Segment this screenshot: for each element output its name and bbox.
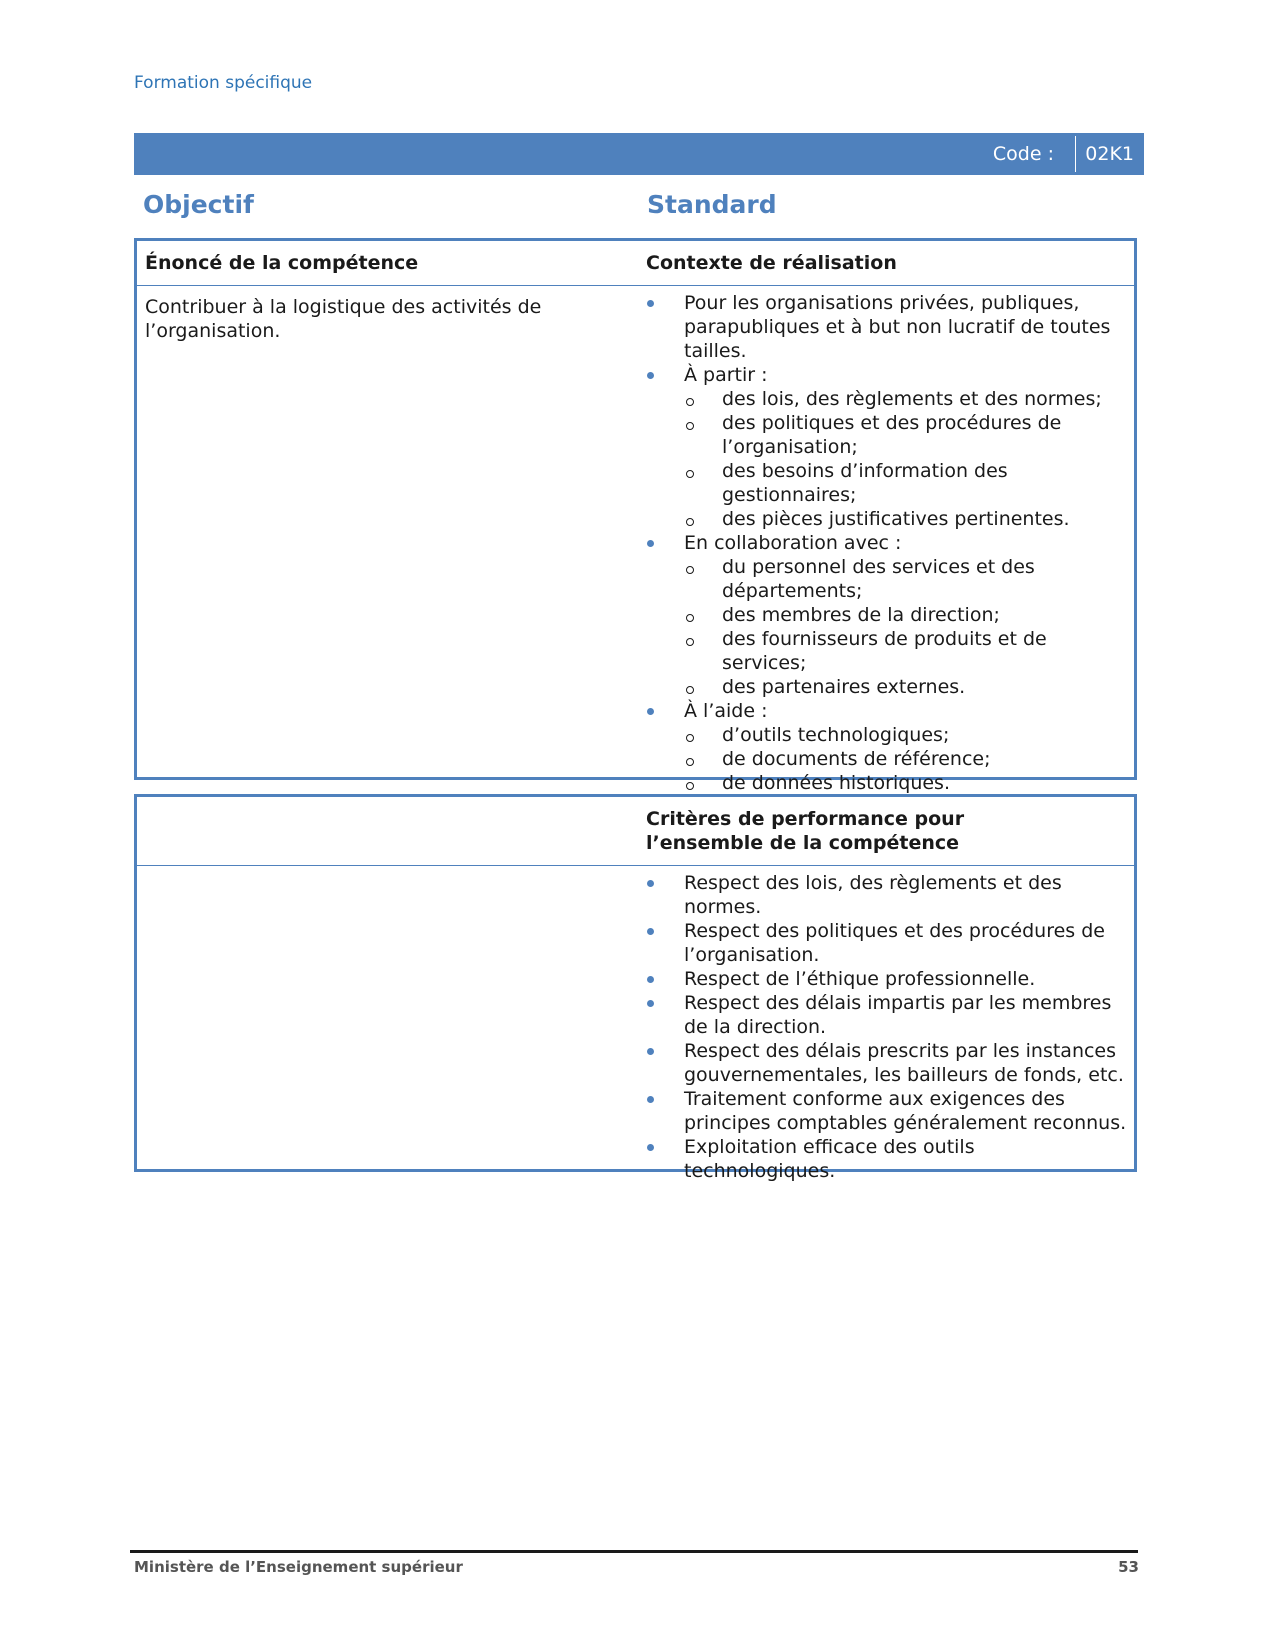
context-subitem bbox=[684, 387, 1126, 411]
context-item bbox=[646, 699, 1126, 795]
circle-bullet-icon bbox=[686, 518, 694, 526]
section-label: Formation spécifique bbox=[134, 73, 313, 93]
criteria-list-container bbox=[646, 871, 1131, 1183]
context-subitem-text: de documents de référence; bbox=[722, 748, 991, 770]
criteria-item-text: Respect des délais prescrits par les instances gouvernementales, les bailleurs de fonds, etc. bbox=[684, 1040, 1124, 1086]
criteria-item bbox=[646, 919, 1131, 967]
criteria-list bbox=[646, 871, 1131, 1183]
context-subitem bbox=[684, 555, 1126, 603]
context-subitem bbox=[684, 675, 1126, 699]
circle-bullet-icon bbox=[686, 638, 694, 646]
code-label: Code : bbox=[992, 143, 1054, 165]
code-bar bbox=[134, 133, 1144, 175]
code-divider bbox=[1075, 136, 1076, 172]
context-subitem bbox=[684, 723, 1126, 747]
criteria-item bbox=[646, 871, 1131, 919]
criteria-table-header bbox=[137, 797, 1134, 866]
bullet-icon bbox=[647, 300, 654, 307]
context-subitem-text: des besoins d’information des gestionnaires; bbox=[722, 460, 1008, 506]
bullet-icon bbox=[647, 928, 654, 935]
circle-bullet-icon bbox=[686, 422, 694, 430]
footer-rule bbox=[130, 1550, 1138, 1553]
competency-table bbox=[134, 238, 1137, 794]
criteria-item-text: Exploitation efficace des outils technologiques. bbox=[684, 1136, 975, 1182]
bullet-icon bbox=[647, 1048, 654, 1055]
context-list-container bbox=[646, 291, 1126, 795]
criteria-item-text: Respect de l’éthique professionnelle. bbox=[684, 968, 1036, 990]
bullet-icon bbox=[647, 540, 654, 547]
code-value: 02K1 bbox=[1085, 143, 1134, 165]
context-subitem-text: des membres de la direction; bbox=[722, 604, 1000, 626]
criteria-item bbox=[646, 1087, 1131, 1135]
context-subitem bbox=[684, 747, 1126, 771]
criteria-item bbox=[646, 1039, 1131, 1087]
bullet-icon bbox=[647, 372, 654, 379]
context-item bbox=[646, 363, 1126, 531]
circle-bullet-icon bbox=[686, 734, 694, 742]
bullet-icon bbox=[647, 1000, 654, 1007]
circle-bullet-icon bbox=[686, 398, 694, 406]
context-list bbox=[646, 291, 1126, 795]
context-subitem bbox=[684, 771, 1126, 795]
criteria-header: Critères de performance pour l’ensemble de la compétence bbox=[646, 808, 965, 854]
context-item-text: Pour les organisations privées, publiques, parapubliques et à but non lucratif de toutes tailles. bbox=[684, 292, 1111, 362]
context-sublist bbox=[684, 555, 1126, 699]
criteria-item-text: Respect des politiques et des procédures de l’organisation. bbox=[684, 920, 1105, 966]
criteria-item bbox=[646, 1135, 1131, 1183]
context-subitem-text: du personnel des services et des départements; bbox=[722, 556, 1035, 602]
bullet-icon bbox=[647, 708, 654, 715]
context-header: Contexte de réalisation bbox=[646, 252, 897, 274]
bullet-icon bbox=[647, 976, 654, 983]
objective-title: Objectif bbox=[143, 190, 254, 219]
bullet-icon bbox=[647, 1144, 654, 1151]
criteria-item-text: Traitement conforme aux exigences des principes comptables généralement reconnus. bbox=[684, 1088, 1127, 1134]
context-subitem-text: d’outils technologiques; bbox=[722, 724, 950, 746]
context-sublist bbox=[684, 723, 1126, 795]
context-subitem bbox=[684, 627, 1126, 675]
context-subitem bbox=[684, 459, 1126, 507]
context-item-text: En collaboration avec : bbox=[684, 532, 902, 554]
context-subitem-text: des fournisseurs de produits et de services; bbox=[722, 628, 1047, 674]
bullet-icon bbox=[647, 880, 654, 887]
criteria-item bbox=[646, 967, 1131, 991]
circle-bullet-icon bbox=[686, 470, 694, 478]
circle-bullet-icon bbox=[686, 758, 694, 766]
context-subitem bbox=[684, 411, 1126, 459]
context-subitem-text: des lois, des règlements et des normes; bbox=[722, 388, 1102, 410]
criteria-item bbox=[646, 991, 1131, 1039]
criteria-item-text: Respect des délais impartis par les membres de la direction. bbox=[684, 992, 1112, 1038]
circle-bullet-icon bbox=[686, 614, 694, 622]
circle-bullet-icon bbox=[686, 566, 694, 574]
context-subitem-text: des pièces justificatives pertinentes. bbox=[722, 508, 1070, 530]
circle-bullet-icon bbox=[686, 782, 694, 790]
context-subitem bbox=[684, 603, 1126, 627]
criteria-item-text: Respect des lois, des règlements et des normes. bbox=[684, 872, 1062, 918]
context-item-text: À l’aide : bbox=[684, 700, 768, 722]
competency-table-header bbox=[137, 241, 1134, 286]
statement-header: Énoncé de la compétence bbox=[145, 252, 419, 274]
context-subitem-text: des politiques et des procédures de l’organisation; bbox=[722, 412, 1062, 458]
footer-ministry: Ministère de l’Enseignement supérieur bbox=[134, 1558, 463, 1576]
page-number: 53 bbox=[1118, 1558, 1139, 1576]
context-item bbox=[646, 531, 1126, 699]
context-subitem bbox=[684, 507, 1126, 531]
circle-bullet-icon bbox=[686, 686, 694, 694]
criteria-table bbox=[134, 794, 1137, 1182]
context-subitem-text: de données historiques. bbox=[722, 772, 950, 794]
context-item-text: À partir : bbox=[684, 364, 768, 386]
context-subitem-text: des partenaires externes. bbox=[722, 676, 966, 698]
standard-title: Standard bbox=[647, 190, 777, 219]
context-item bbox=[646, 291, 1126, 363]
context-sublist bbox=[684, 387, 1126, 531]
bullet-icon bbox=[647, 1096, 654, 1103]
competency-statement: Contribuer à la logistique des activités de l’organisation. bbox=[145, 296, 542, 342]
